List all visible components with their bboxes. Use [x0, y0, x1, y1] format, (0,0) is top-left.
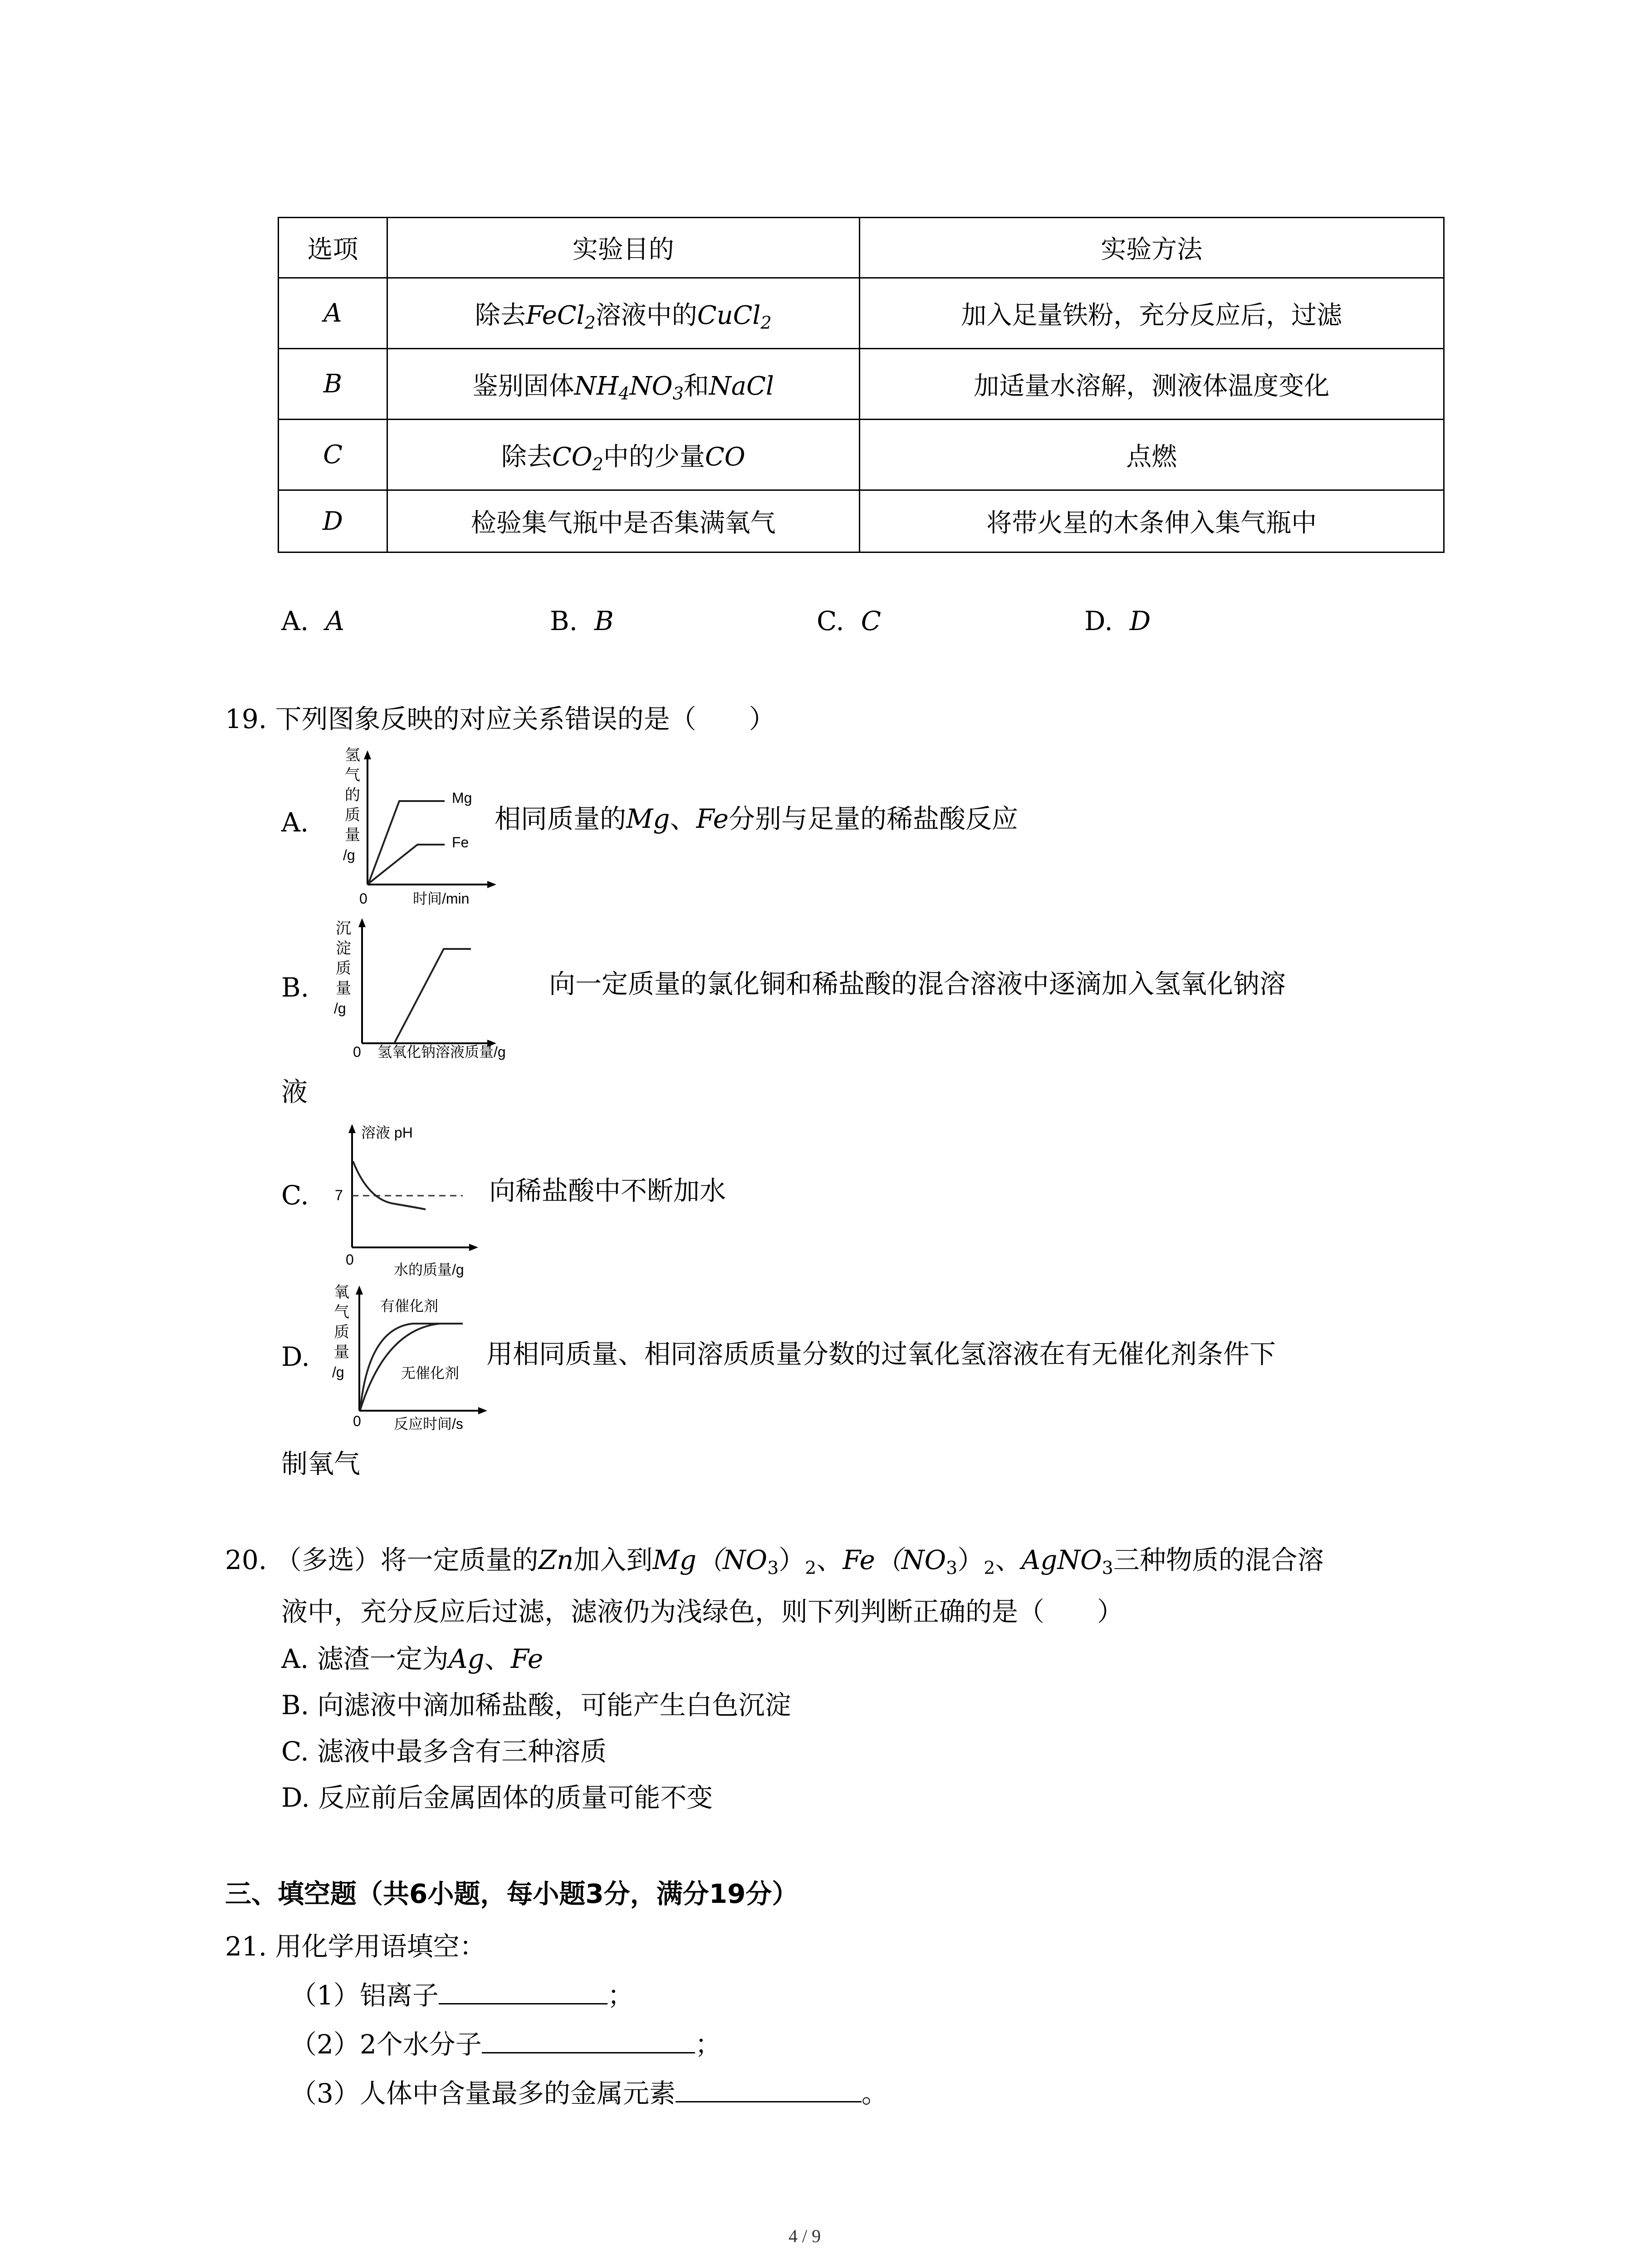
series-line-tail [395, 1204, 426, 1209]
x-axis-label: 氢氧化钠溶液质量/g [377, 1044, 506, 1060]
formula-sub: 3 [946, 1558, 958, 1579]
y-label-char: 沉 [336, 920, 351, 937]
purpose-text: 溶液中的 [595, 300, 697, 330]
answer-blank[interactable] [439, 1980, 607, 2004]
purpose-cell [387, 420, 859, 490]
option-label: D. [1084, 606, 1113, 636]
formula [574, 371, 684, 404]
series-line [353, 1161, 426, 1209]
table-header: 实验目的 [387, 218, 859, 278]
purpose-text: 中的少量 [603, 442, 705, 472]
q18-option-c[interactable] [817, 608, 881, 634]
text: ） [779, 1545, 805, 1575]
y-label-char: 质 [336, 960, 351, 977]
y-label-char: /g [334, 1000, 346, 1017]
text: ； [607, 1980, 634, 2011]
x-axis-label: 反应时间/s [394, 1416, 463, 1432]
q21-part1 [290, 1980, 634, 2009]
q18-option-a[interactable] [281, 608, 344, 634]
q19-option-a-text [495, 803, 1018, 834]
x-axis-arrow [469, 1244, 478, 1251]
purpose-cell [387, 278, 859, 349]
series-label: 有催化剂 [380, 1298, 439, 1314]
formula [525, 300, 596, 333]
page-number: 4 / 9 [789, 2226, 821, 2246]
formula-text: NO [629, 371, 673, 401]
text: 、 [670, 803, 696, 834]
formula-sub: 3 [1102, 1558, 1113, 1579]
q19-option-d-label[interactable]: D. [281, 1341, 310, 1372]
q19-option-b-label[interactable]: B. [281, 972, 309, 1003]
table-row [279, 278, 1444, 349]
formula-text: CO [705, 442, 745, 472]
origin-label: 0 [353, 1413, 361, 1429]
chart-d [327, 1279, 499, 1442]
option-value: B [594, 606, 614, 636]
formula [697, 300, 772, 333]
method-cell: 将带火星的木条伸入集气瓶中 [859, 490, 1444, 552]
formula-text: CO [552, 442, 593, 472]
formula-text: FeCl [525, 300, 585, 330]
q20-stem-line2: 液中，充分反应后过滤，滤液仍为浅绿色，则下列判断正确的是（ ） [281, 1596, 1124, 1627]
answer-blank[interactable] [676, 2078, 862, 2102]
q19-option-b-text-cont: 液 [281, 1076, 308, 1107]
q19-option-d-text: 用相同质量、相同溶质质量分数的过氧化氢溶液在有无催化剂条件下 [486, 1339, 1276, 1369]
y-label-char: 淀 [336, 940, 351, 957]
series-line [395, 949, 471, 1042]
text: 三种物质的混合溶 [1113, 1545, 1324, 1575]
y-label-char: 的 [345, 787, 360, 804]
text: 相同质量的 [495, 803, 627, 834]
formula [552, 442, 603, 472]
y-axis-arrow [348, 1124, 356, 1133]
purpose-text: 鉴别固体 [472, 371, 574, 401]
method-cell: 加入足量铁粉，充分反应后，过滤 [859, 278, 1444, 349]
origin-label: 0 [353, 1044, 361, 1060]
formula-text: （NO [875, 1545, 946, 1575]
series-line-mg [368, 801, 445, 884]
x-axis-arrow [487, 881, 496, 888]
text: （2）2个水分子 [290, 2029, 482, 2060]
text: 20. （多选）将一定质量的 [225, 1545, 539, 1575]
option-label: C. [817, 606, 844, 636]
text: （3）人体中含量最多的金属元素 [290, 2078, 676, 2109]
formula-text: （NO [696, 1545, 768, 1575]
chart-c [327, 1116, 517, 1284]
formula-text: NaCl [709, 371, 774, 401]
experiment-table [278, 217, 1445, 553]
formula-sub: 2 [584, 313, 596, 333]
y-label-char: 量 [345, 826, 360, 844]
option-cell: A [279, 278, 387, 349]
q19-option-a-label[interactable]: A. [281, 807, 309, 838]
x-axis-arrow [478, 1407, 487, 1414]
formula-text: Mg [626, 803, 670, 834]
y-label-char: 氧 [334, 1284, 349, 1301]
y-label-char: 质 [334, 1324, 349, 1341]
text: （1）铝离子 [290, 1980, 439, 2011]
table-row [279, 349, 1444, 420]
q20-option-c[interactable]: C. 滤液中最多含有三种溶质 [281, 1736, 607, 1767]
y-label-char: 氢 [345, 747, 360, 764]
q20-option-b[interactable]: B. 向滤液中滴加稀盐酸，可能产生白色沉淀 [281, 1690, 791, 1721]
q18-option-b[interactable] [550, 608, 614, 634]
option-cell: C [279, 420, 387, 490]
formula-text: Fe [843, 1545, 875, 1575]
option-cell: B [279, 349, 387, 420]
series-label: Mg [452, 790, 472, 806]
q19-stem: 19. 下列图象反映的对应关系错误的是（ ） [225, 704, 775, 734]
option-cell: D [279, 490, 387, 552]
purpose-text: 除去 [475, 300, 526, 330]
formula-text: Fe [510, 1643, 544, 1674]
text: 、 [995, 1545, 1022, 1575]
series-label: Fe [452, 834, 469, 850]
formula-text: Fe [696, 803, 729, 834]
y-axis-arrow [358, 918, 366, 927]
option-label: A. [281, 606, 309, 636]
purpose-cell: 检验集气瓶中是否集满氧气 [387, 490, 859, 552]
formula-sub: 3 [672, 383, 684, 404]
option-value: C [861, 606, 882, 636]
y-axis-label: 溶液 pH [361, 1124, 413, 1141]
q19-option-c-label[interactable]: C. [281, 1180, 309, 1211]
x-axis-label: 时间/min [413, 890, 470, 907]
formula-text: Ag [448, 1643, 485, 1674]
table-row [279, 420, 1444, 490]
table-row [279, 490, 1444, 552]
formula-text: AgNO [1021, 1545, 1102, 1575]
y-label-char: 气 [334, 1304, 349, 1321]
q20-option-a[interactable] [281, 1643, 544, 1674]
table-header: 选项 [279, 218, 387, 278]
q21-part3 [290, 2078, 888, 2107]
q21-stem: 21. 用化学用语填空： [225, 1931, 486, 1962]
method-cell: 加适量水溶解，测液体温度变化 [859, 349, 1444, 420]
table-header: 实验方法 [859, 218, 1444, 278]
text: A. 滤渣一定为 [281, 1643, 449, 1674]
y-axis-arrow [356, 1286, 363, 1295]
formula-sub: 4 [618, 383, 630, 404]
table-header-row [279, 218, 1444, 278]
formula-text: CuCl [697, 300, 761, 330]
origin-label: 0 [346, 1251, 354, 1268]
option-value: D [1129, 606, 1151, 636]
y-label-char: /g [332, 1364, 344, 1380]
option-label: B. [550, 606, 578, 636]
chart-b [327, 912, 554, 1075]
x-axis-label: 水的质量/g [394, 1261, 464, 1278]
formula-text: Mg [652, 1545, 696, 1575]
y-label-char: 气 [345, 767, 360, 784]
method-cell: 点燃 [859, 420, 1444, 490]
y-label-char: 量 [336, 980, 351, 997]
purpose-text: 除去 [501, 442, 552, 472]
purpose-cell [387, 349, 859, 420]
answer-blank[interactable] [482, 2029, 695, 2053]
y-axis-arrow [364, 750, 371, 759]
text: 。 [861, 2078, 888, 2109]
text: 、 [484, 1643, 511, 1674]
formula-sub: 3 [767, 1558, 779, 1579]
text: 分别与足量的稀盐酸反应 [728, 803, 1018, 834]
q18-option-d[interactable] [1084, 608, 1151, 634]
y-label-char: 量 [334, 1344, 349, 1361]
q21-part2 [290, 2029, 721, 2058]
formula-text: NH [574, 371, 619, 401]
origin-label: 0 [359, 890, 367, 907]
text: 、 [816, 1545, 843, 1575]
y-label-char: 质 [345, 807, 360, 824]
q20-stem-line1 [225, 1545, 1324, 1579]
text: 加入到 [573, 1545, 653, 1575]
series-label: 无催化剂 [401, 1365, 460, 1381]
text: ； [695, 2029, 721, 2060]
section-heading: 三、填空题（共6小题，每小题3分，满分19分） [225, 1878, 798, 1909]
q19-option-c-text: 向稀盐酸中不断加水 [489, 1175, 726, 1206]
purpose-text: 和 [683, 371, 709, 401]
option-value: A [325, 606, 345, 636]
formula-sub: 2 [805, 1558, 817, 1579]
formula-text: Zn [538, 1545, 574, 1575]
q19-option-d-text-cont: 制氧气 [281, 1448, 361, 1479]
formula-sub: 2 [984, 1558, 995, 1579]
q20-option-d[interactable]: D. 反应前后金属固体的质量可能不变 [281, 1782, 713, 1813]
formula-sub: 2 [592, 454, 603, 474]
formula-sub: 2 [760, 313, 772, 333]
chart-a [327, 744, 499, 916]
y-label-char: /g [343, 847, 355, 863]
q19-option-b-text: 向一定质量的氯化铜和稀盐酸的混合溶液中逐滴加入氢氧化钠溶 [549, 968, 1286, 999]
tick-label-7: 7 [335, 1187, 343, 1203]
text: ） [957, 1545, 984, 1575]
